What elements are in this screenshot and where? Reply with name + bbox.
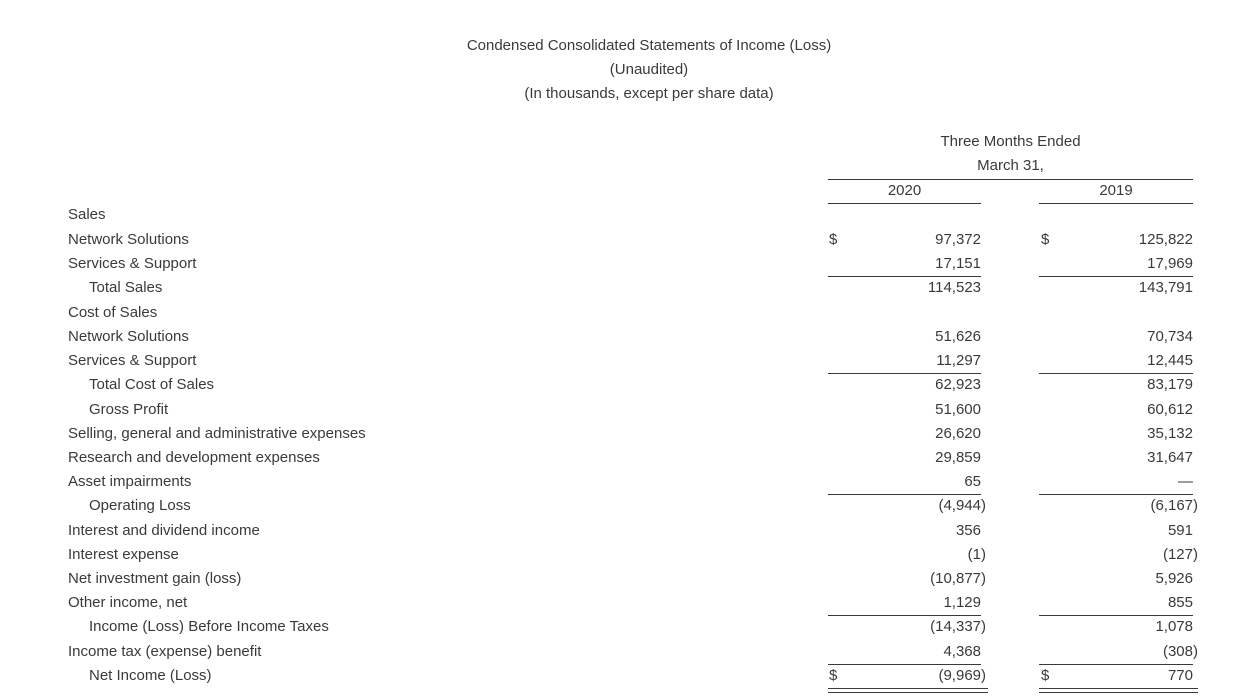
table-row [0, 640, 1237, 664]
row-label: Services & Support [68, 352, 197, 369]
table-row [0, 543, 1237, 567]
table-row [0, 519, 1237, 543]
row-label: Asset impairments [68, 473, 192, 490]
value-2019: 855 [1167, 594, 1193, 611]
row-label: Interest and dividend income [68, 522, 260, 539]
value-2020: (10,877) [930, 570, 986, 587]
row-label: Cost of Sales [68, 304, 158, 321]
value-2020: (14,337) [930, 618, 986, 635]
table-row [0, 325, 1237, 349]
row-label: Research and development expenses [68, 449, 320, 466]
table-row [0, 398, 1237, 422]
value-2020: (9,969) [938, 667, 986, 684]
currency-symbol: $ [1041, 231, 1050, 248]
value-2020: 51,600 [935, 401, 981, 418]
row-label: Network Solutions [68, 328, 189, 345]
table-row [0, 349, 1237, 373]
value-2019: (308) [1162, 643, 1198, 660]
table-row [0, 373, 1237, 397]
row-label: Services & Support [68, 255, 197, 272]
value-2019: 12,445 [1147, 352, 1193, 369]
value-2020: 4,368 [943, 643, 981, 660]
row-label: Operating Loss [89, 497, 191, 514]
row-label: Gross Profit [89, 401, 169, 418]
table-row [0, 615, 1237, 639]
currency-symbol: $ [829, 667, 838, 684]
value-2020: 62,923 [935, 376, 981, 393]
row-label: Net investment gain (loss) [68, 570, 242, 587]
row-label: Sales [68, 206, 106, 223]
row-label: Income (Loss) Before Income Taxes [89, 618, 329, 635]
row-label: Other income, net [68, 594, 188, 611]
value-2019: 125,822 [1138, 231, 1193, 248]
table-row [0, 252, 1237, 276]
row-label: Net Income (Loss) [89, 667, 212, 684]
value-2019: 70,734 [1147, 328, 1193, 345]
value-2020: 51,626 [935, 328, 981, 345]
row-label: Income tax (expense) benefit [68, 643, 262, 660]
total-double-rule [1039, 688, 1198, 693]
table-row [0, 446, 1237, 470]
statement-units: (In thousands, except per share data) [524, 85, 774, 102]
table-row [0, 494, 1237, 518]
table-row [0, 567, 1237, 591]
row-label: Total Sales [89, 279, 163, 296]
year-2019-header: 2019 [1099, 182, 1133, 199]
table-row [0, 228, 1237, 252]
value-2020: 65 [964, 473, 981, 490]
value-2020: 97,372 [935, 231, 981, 248]
value-2019: — [1178, 473, 1193, 490]
currency-symbol: $ [829, 231, 838, 248]
year-2020-header: 2020 [887, 182, 922, 199]
value-2019: 35,132 [1147, 425, 1193, 442]
value-2019: 5,926 [1155, 570, 1193, 587]
value-2020: 26,620 [935, 425, 981, 442]
statement-title: Condensed Consolidated Statements of Income (Loss) [466, 37, 832, 54]
table-row [0, 203, 1237, 227]
value-2020: 114,523 [927, 279, 981, 296]
value-2020: (4,944) [938, 497, 986, 514]
statement-subtitle: (Unaudited) [609, 61, 689, 78]
value-2019: 83,179 [1147, 376, 1193, 393]
value-2019: 143,791 [1138, 279, 1193, 296]
value-2020: 356 [955, 522, 981, 539]
row-label: Total Cost of Sales [89, 376, 215, 393]
period-header-line1: Three Months Ended [940, 133, 1081, 150]
table-row [0, 276, 1237, 300]
value-2019: 60,612 [1147, 401, 1193, 418]
value-2019: 1,078 [1155, 618, 1193, 635]
value-2020: 1,129 [943, 594, 981, 611]
value-2020: 29,859 [935, 449, 981, 466]
value-2020: 11,297 [936, 352, 981, 369]
table-row [0, 301, 1237, 325]
period-header-line2: March 31, [977, 157, 1044, 174]
row-label: Network Solutions [68, 231, 189, 248]
total-double-rule [828, 688, 988, 693]
table-row [0, 664, 1237, 688]
value-2019: (6,167) [1150, 497, 1198, 514]
value-2019: 31,647 [1147, 449, 1193, 466]
value-2019: 17,969 [1147, 255, 1193, 272]
value-2020: 17,151 [935, 255, 981, 272]
value-2019: 770 [1167, 667, 1193, 684]
table-row [0, 422, 1237, 446]
table-row [0, 470, 1237, 494]
table-row [0, 591, 1237, 615]
row-label: Selling, general and administrative expenses [68, 425, 366, 442]
value-2019: (127) [1162, 546, 1198, 563]
row-label: Interest expense [68, 546, 179, 563]
value-2019: 591 [1167, 522, 1193, 539]
value-2020: (1) [967, 546, 986, 563]
currency-symbol: $ [1041, 667, 1050, 684]
